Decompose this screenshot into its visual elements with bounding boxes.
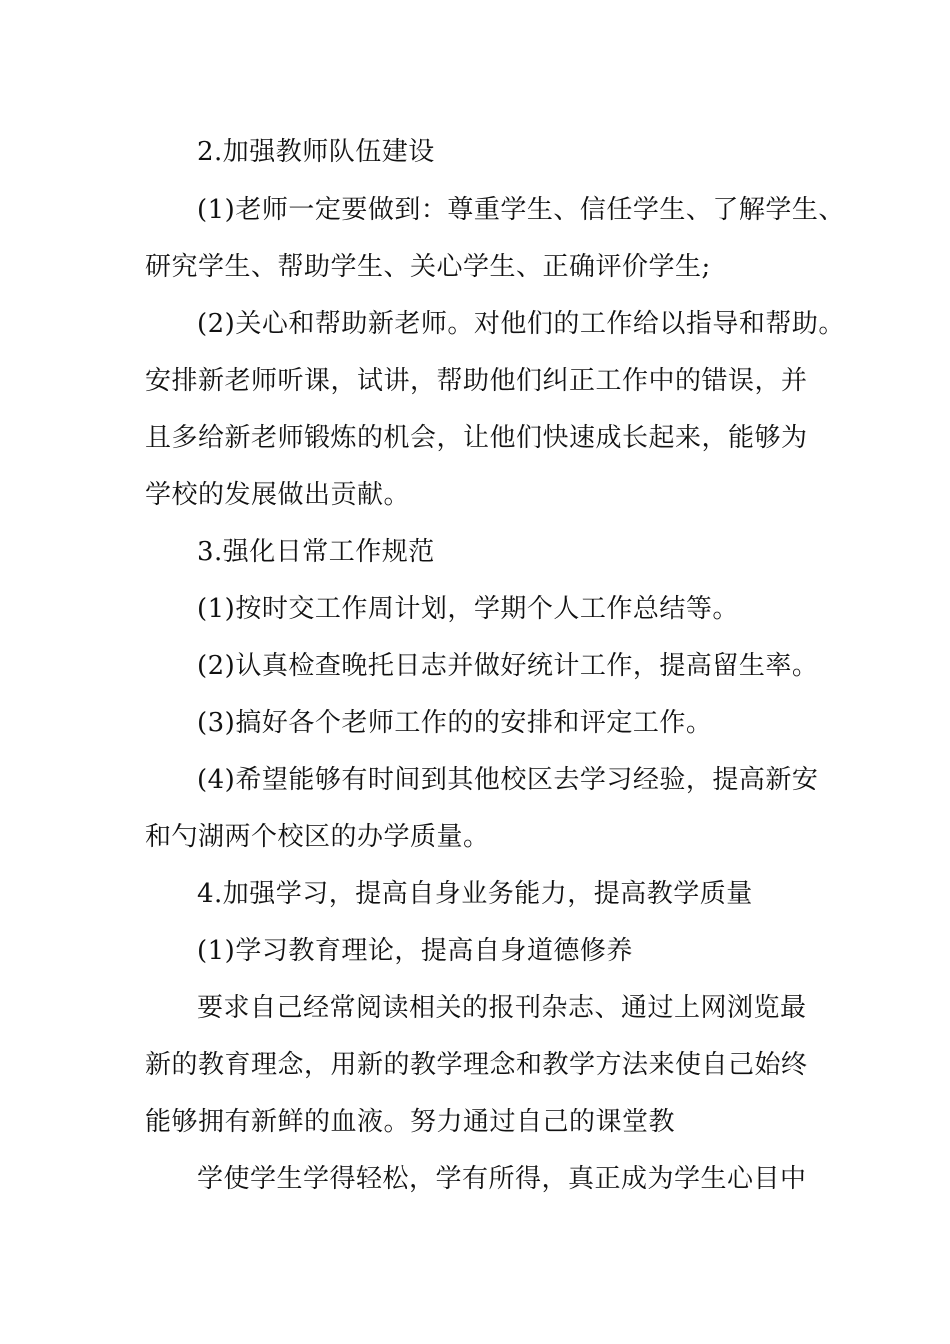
paragraph-line: 新的教育理念，用新的教学理念和教学方法来使自己始终 [145,1050,808,1080]
heading-2: 2.加强教师队伍建设 [197,137,435,167]
paragraph-line: 安排新老师听课，试讲，帮助他们纠正工作中的错误，并 [145,366,808,396]
paragraph-line: (4)希望能够有时间到其他校区去学习经验，提高新安 [197,765,819,795]
paragraph-line: (3)搞好各个老师工作的的安排和评定工作。 [197,708,713,738]
paragraph-line: 且多给新老师锻炼的机会，让他们快速成长起来，能够为 [145,423,808,453]
paragraph-line: (1)学习教育理论，提高自身道德修养 [197,936,633,966]
paragraph-line: (2)关心和帮助新老师。对他们的工作给以指导和帮助。 [197,309,845,339]
paragraph-line: 学校的发展做出贡献。 [145,480,411,510]
paragraph-line: (1)老师一定要做到：尊重学生、信任学生、了解学生、 [197,195,845,225]
paragraph-line: 学使学生学得轻松，学有所得，真正成为学生心目中 [197,1164,807,1194]
paragraph-line: (1)按时交工作周计划，学期个人工作总结等。 [197,594,739,624]
heading-4: 4.加强学习，提高自身业务能力，提高教学质量 [197,879,753,909]
paragraph-line: 能够拥有新鲜的血液。努力通过自己的课堂教 [145,1107,676,1137]
paragraph-line: 研究学生、帮助学生、关心学生、正确评价学生; [145,252,711,282]
paragraph-line: 和勺湖两个校区的办学质量。 [145,822,490,852]
heading-3: 3.强化日常工作规范 [197,537,435,567]
paragraph-line: 要求自己经常阅读相关的报刊杂志、通过上网浏览最 [197,993,807,1023]
paragraph-line: (2)认真检查晚托日志并做好统计工作，提高留生率。 [197,651,819,681]
